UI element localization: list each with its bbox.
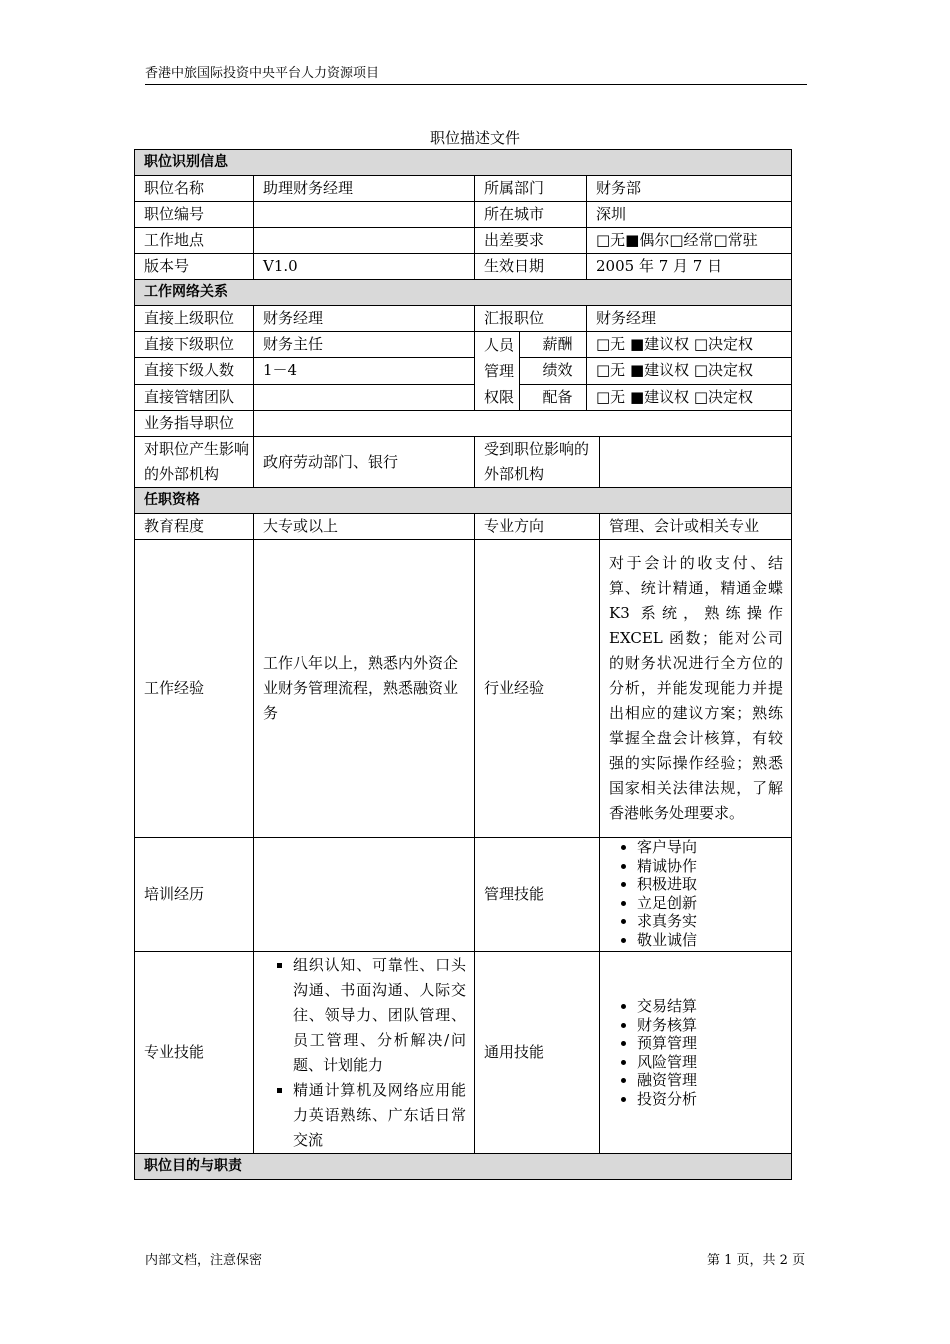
performance-value: □无 ■建议权 □决定权 (587, 358, 792, 384)
list-item: • 融资管理 (637, 1071, 791, 1090)
list-item: • 客户导向 (637, 838, 791, 857)
authority-label-line2: 管理 (484, 362, 515, 380)
general-skills-list (609, 997, 791, 1108)
authority-label-line1: 人员 (484, 336, 515, 354)
industry-value: 对于会计的收支付、结算、统计精通，精通金蝶 K3 系统，熟练操作 EXCEL 函数；能对公司的财务状况进行全方位的分析，并能发现能力并提出相应的建议方案；熟练掌握全盘会计核算，有较强的实际操作经验；熟悉国家相关法律法规，了解香港帐务处理要求。 (600, 540, 792, 838)
mgmt-skills-cell (600, 838, 792, 952)
page-header: 香港中旅国际投资中央平台人力资源项目 (145, 62, 807, 85)
job-code-label: 职位编号 (135, 202, 254, 228)
general-skill-label: 通用技能 (475, 952, 600, 1154)
list-item: • 精诚协作 (637, 857, 791, 876)
major-label: 专业方向 (475, 514, 600, 540)
effective-date-value: 2005 年 7 月 7 日 (587, 254, 792, 280)
experience-value: 工作八年以上，熟悉内外资企业财务管理流程，熟悉融资业务 (254, 540, 475, 838)
external-affected-value (600, 437, 792, 488)
document-title: 职位描述文件 (429, 129, 520, 147)
external-affect-value: 政府劳动部门、银行 (254, 437, 475, 488)
footer-confidential: 内部文档，注意保密 (145, 1253, 263, 1268)
list-item: • 敬业诚信 (637, 931, 791, 950)
section-network: 工作网络关系 (135, 280, 792, 306)
staffing-label: 配备 (520, 384, 587, 410)
effective-date-label: 生效日期 (475, 254, 587, 280)
city-value: 深圳 (587, 202, 792, 228)
list-item: • 求真务实 (637, 912, 791, 931)
list-item: ▪ 精通计算机及网络应用能力英语熟练、广东话日常交流 (293, 1078, 466, 1153)
job-name-label: 职位名称 (135, 176, 254, 202)
training-value (254, 838, 475, 952)
salary-label: 薪酬 (520, 332, 587, 358)
education-label: 教育程度 (135, 514, 254, 540)
section-identification: 职位识别信息 (135, 150, 792, 176)
list-item: • 积极进取 (637, 875, 791, 894)
subordinate-count-label: 直接下级人数 (135, 358, 254, 384)
staffing-value: □无 ■建议权 □决定权 (587, 384, 792, 410)
report-label: 汇报职位 (475, 306, 587, 332)
performance-label: 绩效 (520, 358, 587, 384)
experience-label: 工作经验 (135, 540, 254, 838)
external-affect-label: 对职位产生影响的外部机构 (135, 437, 254, 488)
version-label: 版本号 (135, 254, 254, 280)
superior-label: 直接上级职位 (135, 306, 254, 332)
job-description-table (134, 149, 792, 1180)
department-label: 所属部门 (475, 176, 587, 202)
job-code-value (254, 202, 475, 228)
subordinate-label: 直接下级职位 (135, 332, 254, 358)
salary-value: □无 ■建议权 □决定权 (587, 332, 792, 358)
external-affected-label: 受到职位影响的外部机构 (475, 437, 600, 488)
version-value: V1.0 (254, 254, 475, 280)
list-item: • 预算管理 (637, 1034, 791, 1053)
industry-label: 行业经验 (475, 540, 600, 838)
list-item: • 交易结算 (637, 997, 791, 1016)
authority-label (475, 332, 520, 411)
subordinate-count-value: 1－4 (254, 358, 475, 384)
pro-skill-label: 专业技能 (135, 952, 254, 1154)
general-skills-cell (600, 952, 792, 1154)
list-item: • 风险管理 (637, 1053, 791, 1072)
list-item: • 投资分析 (637, 1090, 791, 1109)
list-item: • 财务核算 (637, 1016, 791, 1035)
section-duties: 职位目的与职责 (135, 1154, 792, 1180)
superior-value: 财务经理 (254, 306, 475, 332)
subordinate-value: 财务主任 (254, 332, 475, 358)
guidance-value (254, 411, 792, 437)
team-label: 直接管辖团队 (135, 384, 254, 410)
authority-label-line3: 权限 (484, 388, 515, 406)
travel-value: □无■偶尔□经常□常驻 (587, 228, 792, 254)
guidance-label: 业务指导职位 (135, 411, 254, 437)
team-value (254, 384, 475, 410)
education-value: 大专或以上 (254, 514, 475, 540)
section-qualification: 任职资格 (135, 488, 792, 514)
training-label: 培训经历 (135, 838, 254, 952)
work-location-label: 工作地点 (135, 228, 254, 254)
job-name-value: 助理财务经理 (254, 176, 475, 202)
mgmt-skills-list (609, 838, 791, 949)
pro-skills-list (263, 953, 466, 1153)
travel-label: 出差要求 (475, 228, 587, 254)
city-label: 所在城市 (475, 202, 587, 228)
major-value: 管理、会计或相关专业 (600, 514, 792, 540)
footer-page-number: 第 1 页，共 2 页 (707, 1253, 806, 1268)
list-item: ▪ 组织认知、可靠性、口头沟通、书面沟通、人际交往、领导力、团队管理、员工管理、分析解决/问题、计划能力 (293, 953, 466, 1078)
work-location-value (254, 228, 475, 254)
department-value: 财务部 (587, 176, 792, 202)
report-value: 财务经理 (587, 306, 792, 332)
list-item: • 立足创新 (637, 894, 791, 913)
mgmt-skill-label: 管理技能 (475, 838, 600, 952)
pro-skills-cell (254, 952, 475, 1154)
